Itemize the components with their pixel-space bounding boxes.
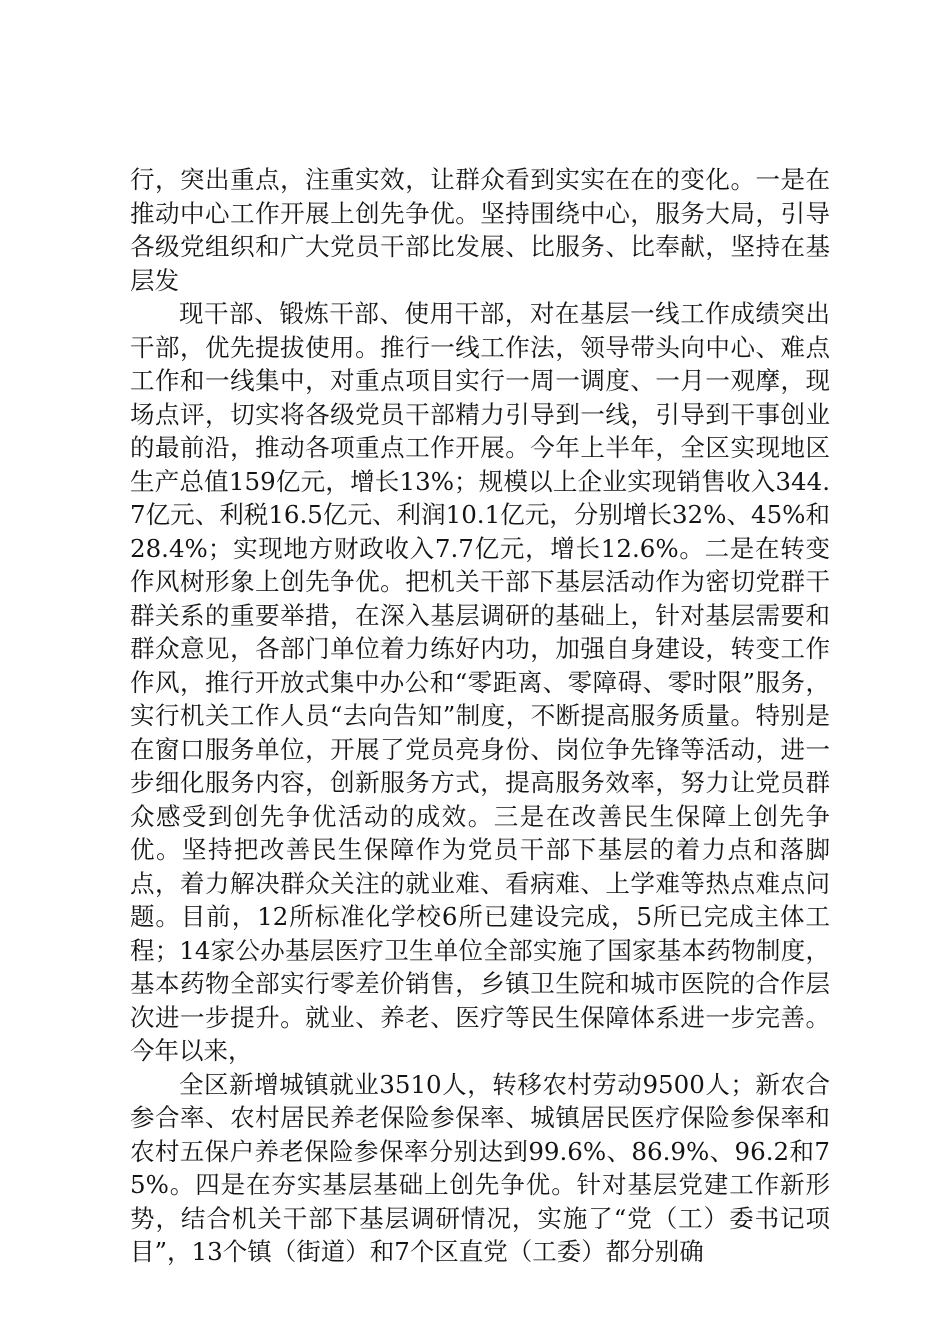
document-body [130, 163, 830, 1269]
paragraph-3: 全区新增城镇就业3510人，转移农村劳动9500人；新农合参合率、农村居民养老保险参保率、城镇居民医疗保险参保率和农村五保户养老保险参保率分别达到99.6%、86.9%、96.2和75%。四是在夯实基层基础上创先争优。针对基层党建工作新形势，结合机关干部下基层调研情况，实施了“党（工）委书记项目”，13个镇（街道）和7个区直党（工委）都分别确 [130, 1069, 830, 1266]
paragraph-1: 行，突出重点，注重实效，让群众看到实实在在的变化。一是在推动中心工作开展上创先争优。坚持围绕中心，服务大局，引导各级党组织和广大党员干部比发展、比服务、比奉献，坚持在基层发 [130, 165, 830, 295]
paragraph-2: 现干部、锻炼干部、使用干部，对在基层一线工作成绩突出干部，优先提拔使用。推行一线工作法，领导带头向中心、难点工作和一线集中，对重点项目实行一周一调度、一月一观摩，现场点评，切实将各级党员干部精力引导到一线，引导到干事创业的最前沿，推动各项重点工作开展。今年上半年，全区实现地区生产总值159亿元，增长13%；规模以上企业实现销售收入344.7亿元、利税16.5亿元、利润10.1亿元，分别增长32%、45%和28.4%；实现地方财政收入7.7亿元，增长12.6%。二是在转变作风树形象上创先争优。把机关干部下基层活动作为密切党群干群关系的重要举措，在深入基层调研的基础上，针对基层需要和群众意见，各部门单位着力练好内功，加强自身建设，转变工作作风，推行开放式集中办公和“零距离、零障碍、零时限”服务，实行机关工作人员“去向告知”制度，不断提高服务质量。特别是在窗口服务单位，开展了党员亮身份、岗位争先锋等活动，进一步细化服务内容，创新服务方式，提高服务效率，努力让党员群众感受到创先争优活动的成效。三是在改善民生保障上创先争优。坚持把改善民生保障作为党员干部下基层的着力点和落脚点，着力解决群众关注的就业难、看病难、上学难等热点难点问题。目前，12所标准化学校6所已建设完成，5所已完成主体工程；14家公办基层医疗卫生单位全部实施了国家基本药物制度，基本药物全部实行零差价销售，乡镇卫生院和城市医院的合作层次进一步提升。就业、养老、医疗等民生保障体系进一步完善。今年以来， [130, 299, 830, 1065]
